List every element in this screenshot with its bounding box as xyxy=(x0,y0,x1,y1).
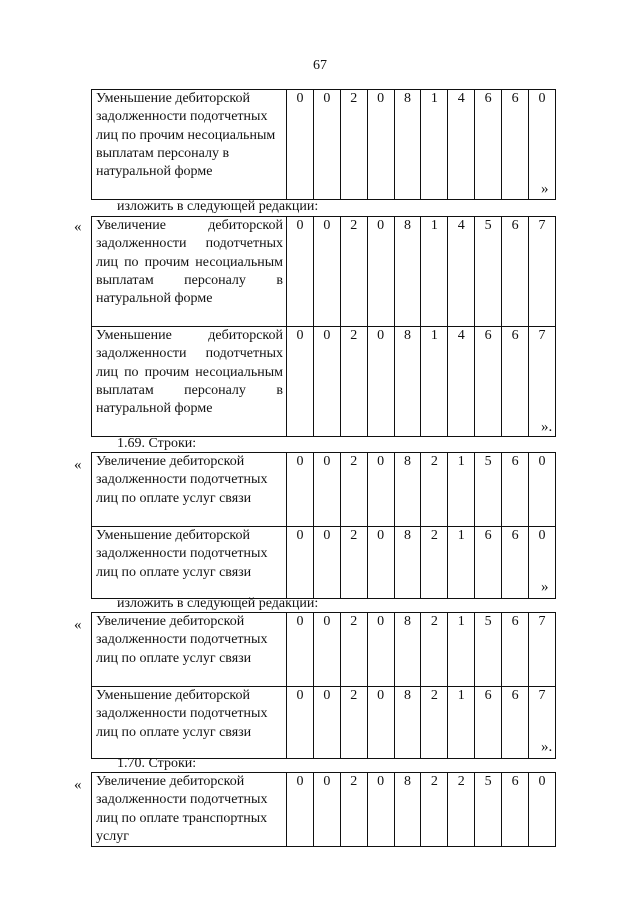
table-row xyxy=(92,217,556,327)
code-digit: 0 xyxy=(367,773,394,847)
code-digit: 6 xyxy=(502,453,529,527)
code-table xyxy=(91,452,556,599)
code-digit: 8 xyxy=(394,453,421,527)
code-digit: 0 xyxy=(529,453,556,527)
row-description: Уменьшение дебиторской задолженности подотчетных лиц по прочим несоциальным выплатам персоналу в натуральной форме xyxy=(92,90,287,200)
code-digit: 0 xyxy=(287,90,314,200)
code-digit: 4 xyxy=(448,327,475,437)
row-description: Увеличение дебиторской задолженности подотчетных лиц по оплате услуг связи xyxy=(92,453,287,527)
code-digit: 5 xyxy=(475,613,502,687)
table-row xyxy=(92,687,556,759)
code-digit: 0 xyxy=(367,90,394,200)
code-digit: 2 xyxy=(421,773,448,847)
code-digit: 1 xyxy=(448,453,475,527)
code-digit: 0 xyxy=(367,527,394,599)
code-digit: 8 xyxy=(394,90,421,200)
code-digit: 6 xyxy=(502,217,529,327)
open-quote: « xyxy=(74,457,82,473)
code-digit: 6 xyxy=(502,687,529,759)
code-digit: 2 xyxy=(340,327,367,437)
row-description: Уменьшение дебиторской задолженности подотчетных лиц по оплате услуг связи xyxy=(92,687,287,759)
code-digit: 1 xyxy=(421,90,448,200)
code-digit: 2 xyxy=(340,90,367,200)
code-table xyxy=(91,89,556,200)
row-description: Увеличение дебиторской задолженности подотчетных лиц по оплате услуг связи xyxy=(92,613,287,687)
code-digit: 6 xyxy=(475,527,502,599)
code-digit: 0 xyxy=(529,527,556,599)
code-digit: 0 xyxy=(529,90,556,200)
row-description: Увеличение дебиторской задолженности подотчетных лиц по оплате транспортных услуг xyxy=(92,773,287,847)
open-quote: « xyxy=(74,617,82,633)
code-table xyxy=(91,216,556,437)
code-digit: 6 xyxy=(502,773,529,847)
code-digit: 8 xyxy=(394,217,421,327)
redaction-note: изложить в следующей редакции: xyxy=(117,596,319,611)
code-digit: 0 xyxy=(367,217,394,327)
open-quote: « xyxy=(74,777,82,793)
table-row xyxy=(92,613,556,687)
code-digit: 0 xyxy=(287,527,314,599)
section-heading: 1.70. Строки: xyxy=(117,756,197,771)
code-digit: 1 xyxy=(448,687,475,759)
code-digit: 0 xyxy=(313,453,340,527)
code-digit: 6 xyxy=(475,90,502,200)
code-digit: 6 xyxy=(502,527,529,599)
row-description: Уменьшение дебиторской задолженности подотчетных лиц по прочим несоциальным выплатам персоналу в натуральной форме xyxy=(92,327,287,437)
code-digit: 6 xyxy=(502,613,529,687)
code-digit: 2 xyxy=(340,217,367,327)
code-digit: 0 xyxy=(287,773,314,847)
code-digit: 8 xyxy=(394,527,421,599)
table-row xyxy=(92,527,556,599)
code-digit: 0 xyxy=(313,613,340,687)
code-digit: 2 xyxy=(421,613,448,687)
code-digit: 4 xyxy=(448,217,475,327)
code-digit: 0 xyxy=(367,453,394,527)
code-digit: 2 xyxy=(340,613,367,687)
code-digit: 2 xyxy=(340,527,367,599)
code-digit: 0 xyxy=(367,687,394,759)
code-digit: 0 xyxy=(313,773,340,847)
code-digit: 2 xyxy=(421,527,448,599)
code-table xyxy=(91,772,556,847)
close-quote: » xyxy=(541,181,549,197)
code-digit: 2 xyxy=(421,687,448,759)
code-digit: 6 xyxy=(502,327,529,437)
code-digit: 8 xyxy=(394,687,421,759)
row-description: Уменьшение дебиторской задолженности подотчетных лиц по оплате услуг связи xyxy=(92,527,287,599)
table-row xyxy=(92,773,556,847)
code-digit: 2 xyxy=(340,773,367,847)
code-digit: 8 xyxy=(394,773,421,847)
code-digit: 6 xyxy=(475,327,502,437)
table-row xyxy=(92,453,556,527)
open-quote: « xyxy=(74,219,82,235)
code-digit: 2 xyxy=(340,453,367,527)
code-digit: 0 xyxy=(287,453,314,527)
code-digit: 0 xyxy=(313,327,340,437)
section-heading: 1.69. Строки: xyxy=(117,436,197,451)
code-digit: 0 xyxy=(287,687,314,759)
code-digit: 1 xyxy=(421,217,448,327)
code-digit: 4 xyxy=(448,90,475,200)
code-digit: 5 xyxy=(475,453,502,527)
code-digit: 0 xyxy=(313,687,340,759)
code-digit: 0 xyxy=(287,217,314,327)
table-row xyxy=(92,327,556,437)
code-digit: 7 xyxy=(529,327,556,437)
code-digit: 0 xyxy=(313,90,340,200)
page-number: 67 xyxy=(313,58,327,73)
code-digit: 1 xyxy=(448,613,475,687)
close-quote: ». xyxy=(541,739,553,755)
code-digit: 2 xyxy=(448,773,475,847)
code-digit: 6 xyxy=(502,90,529,200)
code-digit: 6 xyxy=(475,687,502,759)
code-digit: 2 xyxy=(421,453,448,527)
code-digit: 7 xyxy=(529,613,556,687)
code-digit: 1 xyxy=(421,327,448,437)
code-digit: 0 xyxy=(287,613,314,687)
code-digit: 5 xyxy=(475,217,502,327)
code-digit: 1 xyxy=(448,527,475,599)
code-digit: 0 xyxy=(287,327,314,437)
code-digit: 0 xyxy=(313,527,340,599)
row-description: Увеличение дебиторской задолженности подотчетных лиц по прочим несоциальным выплатам персоналу в натуральной форме xyxy=(92,217,287,327)
code-digit: 0 xyxy=(313,217,340,327)
code-digit: 8 xyxy=(394,327,421,437)
code-table xyxy=(91,612,556,759)
close-quote: » xyxy=(541,579,549,595)
code-digit: 7 xyxy=(529,217,556,327)
code-digit: 8 xyxy=(394,613,421,687)
redaction-note: изложить в следующей редакции: xyxy=(117,199,319,214)
code-digit: 5 xyxy=(475,773,502,847)
code-digit: 0 xyxy=(367,327,394,437)
table-row xyxy=(92,90,556,200)
code-digit: 0 xyxy=(529,773,556,847)
code-digit: 0 xyxy=(367,613,394,687)
code-digit: 7 xyxy=(529,687,556,759)
code-digit: 2 xyxy=(340,687,367,759)
close-quote: ». xyxy=(541,419,553,435)
